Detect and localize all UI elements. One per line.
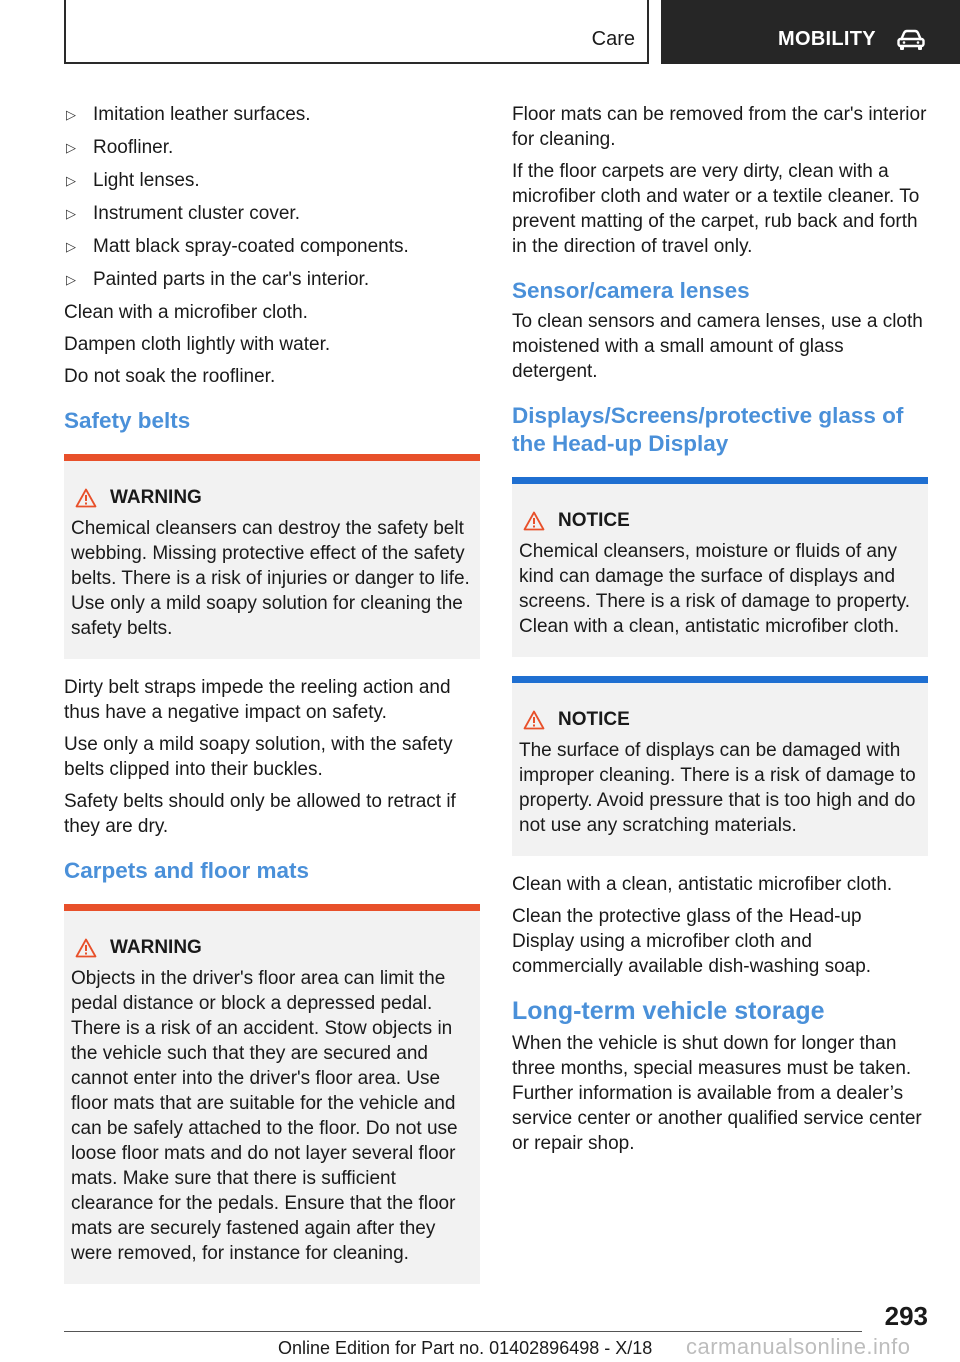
warning-triangle-icon: [523, 710, 545, 730]
notice-title: NOTICE: [519, 707, 920, 732]
paragraph: Clean with a microfiber cloth.: [64, 302, 308, 323]
header-chapter-tab: [661, 0, 960, 64]
list-item: ▷ Roofliner.: [66, 137, 174, 158]
footer-edition: Online Edition for Part no. 01402896498 - X/18: [278, 1338, 653, 1358]
paragraph: To clean sensors and camera lenses, use a cloth moistened with a small amount of glass detergent.: [512, 311, 923, 382]
paragraph: Floor mats can be removed from the car's interior for cleaning.: [512, 104, 927, 150]
left-column: [64, 102, 480, 1300]
watermark: carmanualsonline.info: [686, 1334, 911, 1359]
warning-box-carpets: [64, 904, 480, 1284]
section-heading-safety-belts: Safety belts: [64, 408, 191, 433]
notice-title: NOTICE: [519, 508, 920, 533]
list-item: ▷ Imitation leather surfaces.: [66, 104, 311, 125]
list-item: ▷ Painted parts in the car's interior.: [66, 269, 370, 290]
section-heading-displays: Displays/Screens/protective glass of the Head-up Display: [512, 403, 904, 456]
triangle-bullet-icon: ▷: [66, 206, 76, 221]
notice-box-surface: [512, 676, 928, 856]
right-column: [512, 102, 928, 1163]
section-heading-sensor-lenses: Sensor/camera lenses: [512, 278, 750, 303]
paragraph: Clean the protective glass of the Head-up Display using a microfiber cloth and commercially available dish-washing soap.: [512, 906, 872, 977]
paragraph: Do not soak the roofliner.: [64, 366, 276, 387]
car-icon: [897, 29, 925, 51]
triangle-bullet-icon: ▷: [66, 140, 76, 155]
warning-text: Chemical cleansers can destroy the safety belt webbing. Missing protective effect of the safety belts. There is a risk of injuries or danger to life. Use only a mild soapy solution for cleaning the safety belts.: [71, 518, 470, 639]
paragraph: Dampen cloth lightly with water.: [64, 334, 331, 355]
header-section-title: Care: [591, 28, 635, 50]
paragraph: Dirty belt straps impede the reeling action and thus have a negative impact on safety.: [64, 677, 451, 723]
list-item: ▷ Matt black spray-coated components.: [66, 236, 409, 257]
warning-title: WARNING: [71, 485, 472, 510]
footer-divider: [64, 1331, 862, 1332]
warning-box-safety-belts: [64, 454, 480, 659]
triangle-bullet-icon: ▷: [66, 272, 76, 287]
warning-triangle-icon: [523, 511, 545, 531]
warning-text: Objects in the driver's floor area can limit the pedal distance or block a depressed pedal. There is a risk of an accident. Stow objects in the vehicle such that they are secured and cannot enter into the driver's floor area. Use floor mats that are suitable for the vehicle and can be safely attached to the floor. Do not use loose floor mats and do not layer several floor mats. Make sure that there is sufficient clearance for the pedals. Ensure that the floor mats are securely fastened again after they were removed, for instance for cleaning.: [71, 968, 458, 1264]
list-item: ▷ Light lenses.: [66, 170, 200, 191]
warning-triangle-icon: [75, 488, 97, 508]
section-heading-carpets: Carpets and floor mats: [64, 858, 310, 883]
triangle-bullet-icon: ▷: [66, 107, 76, 122]
section-heading-storage: Long-term vehicle storage: [512, 997, 825, 1025]
triangle-bullet-icon: ▷: [66, 239, 76, 254]
notice-text: Chemical cleansers, moisture or fluids of any kind can damage the surface of displays and screens. There is a risk of damage to property. Clean with a clean, antistatic microfiber cloth.: [519, 541, 911, 637]
paragraph: Clean with a clean, antistatic microfiber cloth.: [512, 874, 893, 895]
paragraph: Safety belts should only be allowed to retract if they are dry.: [64, 791, 456, 837]
warning-triangle-icon: [75, 938, 97, 958]
list-item: ▷ Instrument cluster cover.: [66, 203, 300, 224]
notice-text: The surface of displays can be damaged with improper cleaning. There is a risk of damage to property. Avoid pressure that is too high and do not use any scratching materials.: [519, 740, 916, 836]
notice-box-chemical: [512, 477, 928, 657]
header-chapter-title: MOBILITY: [778, 28, 876, 50]
warning-title: WARNING: [71, 935, 472, 960]
triangle-bullet-icon: ▷: [66, 173, 76, 188]
page-number: 293: [884, 1301, 928, 1331]
paragraph: Use only a mild soapy solution, with the safety belts clipped into their buckles.: [64, 734, 453, 780]
paragraph: When the vehicle is shut down for longer than three months, special measures must be taken. Further information is available from a dealer’s service center or another qualified service center or repair shop.: [512, 1033, 922, 1154]
header-section-tab: [64, 0, 649, 64]
paragraph: If the floor carpets are very dirty, clean with a microfiber cloth and water or a textile cleaner. To prevent matting of the carpet, rub back and forth in the direction of travel only.: [512, 161, 920, 257]
